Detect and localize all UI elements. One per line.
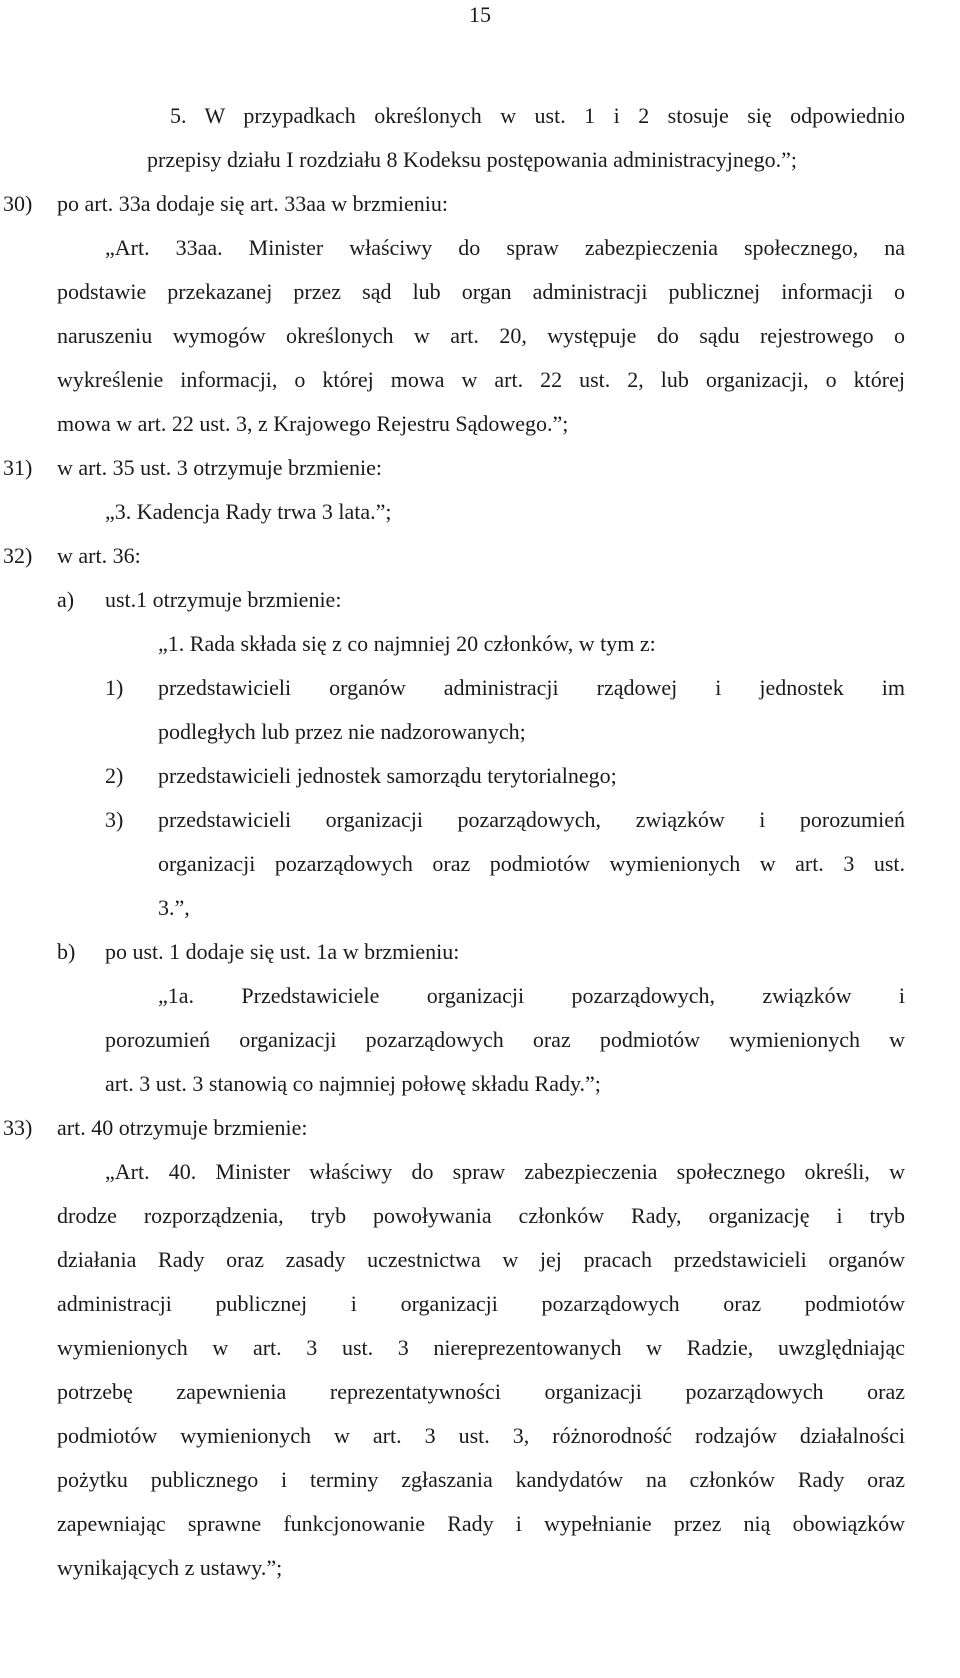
text-line: 5. W przypadkach określonych w ust. 1 i 2 stosuje się odpowiednio (170, 103, 905, 128)
text-line: pożytku publicznego i terminy zgłaszania kandydatów na członków Rady oraz (57, 1467, 905, 1492)
text-line: administracji publicznej i organizacji pozarządowych oraz podmiotów (57, 1291, 905, 1316)
item-number-1: 1) (105, 675, 124, 700)
text-line: „3. Kadencja Rady trwa 3 lata.”; (105, 499, 392, 524)
text-line: po art. 33a dodaje się art. 33aa w brzmieniu: (57, 191, 448, 216)
page-number: 15 (469, 2, 491, 27)
text-line: „1a. Przedstawiciele organizacji pozarządowych, związków i (158, 983, 905, 1008)
text-line: wymienionych w art. 3 ust. 3 niereprezentowanych w Radzie, uwzględniając (57, 1335, 905, 1360)
text-line: drodze rozporządzenia, tryb powoływania członków Rady, organizację i tryb (57, 1203, 905, 1228)
text-line: ust.1 otrzymuje brzmienie: (105, 587, 342, 612)
text-line: podległych lub przez nie nadzorowanych; (158, 719, 526, 744)
point-number-32: 32) (3, 543, 33, 568)
text-line: 3.”, (158, 895, 190, 920)
point-number-30: 30) (3, 191, 33, 216)
text-line: działania Rady oraz zasady uczestnictwa w jej pracach przedstawicieli organów (57, 1247, 905, 1272)
text-line: zapewniając sprawne funkcjonowanie Rady i wypełnianie przez nią obowiązków (57, 1511, 905, 1536)
text-line: „Art. 33aa. Minister właściwy do spraw zabezpieczenia społecznego, na (105, 235, 905, 260)
text-line: w art. 35 ust. 3 otrzymuje brzmienie: (57, 455, 383, 480)
text-line: podstawie przekazanej przez sąd lub organ administracji publicznej informacji o (57, 279, 905, 304)
text-line: w art. 36: (57, 543, 141, 568)
text-line: „1. Rada składa się z co najmniej 20 członków, w tym z: (158, 631, 656, 656)
item-number-2: 2) (105, 763, 124, 788)
text-line: wykreślenie informacji, o której mowa w art. 22 ust. 2, lub organizacji, o której (57, 367, 905, 392)
text-line: naruszeniu wymogów określonych w art. 20, występuje do sądu rejestrowego o (57, 323, 905, 348)
point-number-31: 31) (3, 455, 33, 480)
text-line: wynikających z ustawy.”; (57, 1555, 283, 1580)
text-line: art. 40 otrzymuje brzmienie: (57, 1115, 308, 1140)
letter-a: a) (57, 587, 75, 612)
item-number-3: 3) (105, 807, 124, 832)
text-line: przedstawicieli organizacji pozarządowych, związków i porozumień (158, 807, 905, 832)
text-line: przedstawicieli organów administracji rządowej i jednostek im (158, 675, 905, 700)
text-line: przedstawicieli jednostek samorządu terytorialnego; (158, 763, 617, 788)
text-line: przepisy działu I rozdziału 8 Kodeksu postępowania administracyjnego.”; (147, 147, 798, 172)
text-line: organizacji pozarządowych oraz podmiotów wymienionych w art. 3 ust. (158, 851, 905, 876)
text-line: art. 3 ust. 3 stanowią co najmniej połowę składu Rady.”; (105, 1071, 601, 1096)
point-number-33: 33) (3, 1115, 33, 1140)
text-line: mowa w art. 22 ust. 3, z Krajowego Rejestru Sądowego.”; (57, 411, 569, 436)
text-line: po ust. 1 dodaje się ust. 1a w brzmieniu: (105, 939, 460, 964)
text-line: podmiotów wymienionych w art. 3 ust. 3, różnorodność rodzajów działalności (57, 1423, 905, 1448)
text-line: „Art. 40. Minister właściwy do spraw zabezpieczenia społecznego określi, w (105, 1159, 905, 1184)
letter-b: b) (57, 939, 76, 964)
text-line: porozumień organizacji pozarządowych oraz podmiotów wymienionych w (105, 1027, 905, 1052)
text-line: potrzebę zapewnienia reprezentatywności organizacji pozarządowych oraz (57, 1379, 905, 1404)
